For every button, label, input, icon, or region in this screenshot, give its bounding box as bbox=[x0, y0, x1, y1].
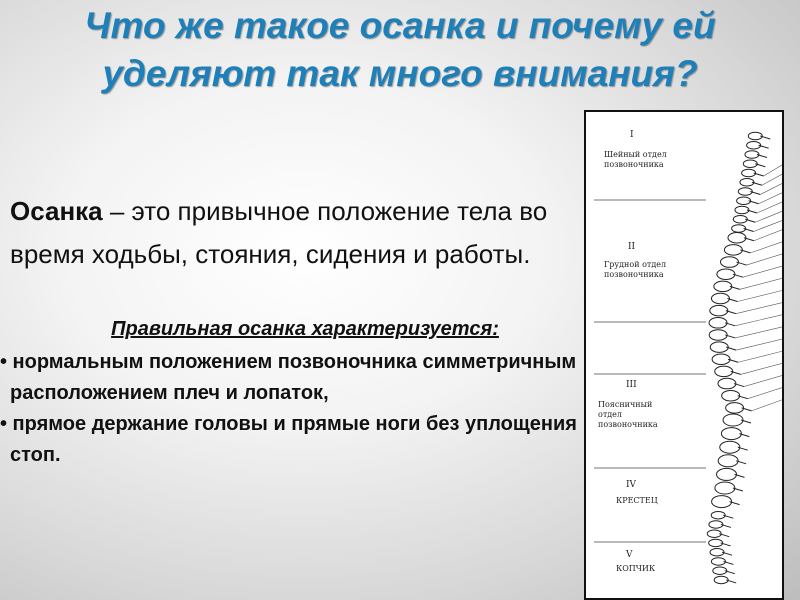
vertebra bbox=[710, 342, 728, 353]
section-label-coccyx: КОПЧИК bbox=[616, 564, 656, 573]
rib-line bbox=[746, 254, 782, 265]
slide-title: Что же такое осанка и почему ей уделяют так много внимания? bbox=[84, 5, 716, 94]
vertebra bbox=[713, 567, 727, 575]
rib-line bbox=[760, 184, 782, 195]
vertebra bbox=[733, 216, 747, 224]
rib-line bbox=[764, 165, 782, 176]
definition-term: Осанка bbox=[10, 196, 103, 226]
definition-text: – это привычное положение тела во время ходьбы, стояния, сидения и работы. bbox=[10, 196, 548, 269]
section-number-lumbar: III bbox=[626, 380, 637, 390]
list-item: • прямое держание головы и прямые ноги без уплощения стоп. bbox=[0, 413, 577, 466]
section-number-cervical: I bbox=[630, 130, 634, 140]
rib-line bbox=[748, 388, 782, 399]
vertebra bbox=[714, 281, 732, 292]
vertebra bbox=[722, 390, 740, 401]
rib-line bbox=[762, 174, 782, 185]
vertebra bbox=[707, 530, 721, 538]
vertebra bbox=[723, 414, 743, 426]
vertebra bbox=[743, 160, 757, 168]
rib-line bbox=[738, 351, 782, 362]
section-number-sacrum: IV bbox=[626, 480, 637, 490]
vertebra bbox=[748, 132, 762, 140]
vertebra bbox=[721, 428, 741, 440]
spine-drawing bbox=[586, 112, 782, 598]
vertebra bbox=[728, 233, 746, 244]
rib-line bbox=[743, 266, 782, 277]
vertebra bbox=[710, 305, 728, 316]
rib-line bbox=[735, 327, 782, 338]
vertebra bbox=[718, 378, 736, 389]
rib-line bbox=[754, 221, 782, 232]
rib-line bbox=[757, 202, 782, 213]
rib-line bbox=[750, 242, 782, 253]
vertebra bbox=[742, 169, 756, 177]
vertebra bbox=[717, 269, 735, 280]
subheading: Правильная осанка характеризуется: bbox=[111, 318, 499, 340]
vertebra bbox=[709, 521, 723, 529]
rib-line bbox=[755, 211, 782, 222]
rib-line bbox=[736, 339, 782, 350]
spine-illustration bbox=[584, 110, 784, 600]
vertebra bbox=[711, 511, 725, 519]
vertebra bbox=[710, 548, 724, 556]
vertebra bbox=[747, 142, 761, 150]
vertebra bbox=[720, 441, 740, 453]
vertebra bbox=[737, 197, 751, 205]
vertebra bbox=[718, 455, 738, 467]
section-label-cervical: Шейный отдел позвоночника bbox=[604, 150, 667, 169]
vertebra bbox=[724, 245, 742, 256]
rib-line bbox=[744, 376, 782, 387]
section-number-coccyx: V bbox=[626, 550, 633, 560]
vertebra bbox=[717, 468, 737, 480]
rib-line bbox=[737, 291, 782, 302]
vertebra bbox=[711, 558, 725, 566]
rib-line bbox=[759, 193, 782, 204]
list-item: • нормальным положением позвоночника симметричным расположением плеч и лопаток, bbox=[0, 351, 577, 404]
vertebra bbox=[726, 403, 744, 414]
vertebra bbox=[720, 257, 738, 268]
rib-line bbox=[740, 278, 782, 289]
section-number-thoracic: II bbox=[628, 242, 636, 252]
vertebra bbox=[709, 330, 727, 341]
vertebra bbox=[712, 354, 730, 365]
section-label-lumbar: Поясничный отдел позвоночника bbox=[598, 400, 658, 429]
vertebra bbox=[714, 576, 728, 584]
vertebra bbox=[709, 539, 723, 547]
rib-line bbox=[741, 363, 782, 374]
vertebra bbox=[711, 293, 729, 304]
vertebra bbox=[738, 188, 752, 196]
section-label-thoracic: Грудной отдел позвоночника bbox=[604, 260, 667, 279]
definition-paragraph bbox=[10, 190, 600, 276]
vertebra bbox=[715, 366, 733, 377]
vertebra bbox=[715, 482, 735, 494]
rib-line bbox=[735, 315, 782, 326]
vertebra bbox=[740, 179, 754, 187]
vertebra bbox=[732, 225, 746, 233]
rib-line bbox=[736, 303, 782, 314]
vertebra bbox=[745, 151, 759, 159]
characteristics-list bbox=[0, 347, 590, 471]
rib-line bbox=[752, 400, 782, 411]
vertebra bbox=[712, 496, 732, 508]
vertebra bbox=[735, 206, 749, 214]
section-label-sacrum: КРЕСТЕЦ bbox=[616, 496, 658, 505]
vertebra bbox=[709, 318, 727, 329]
rib-line bbox=[754, 230, 782, 241]
